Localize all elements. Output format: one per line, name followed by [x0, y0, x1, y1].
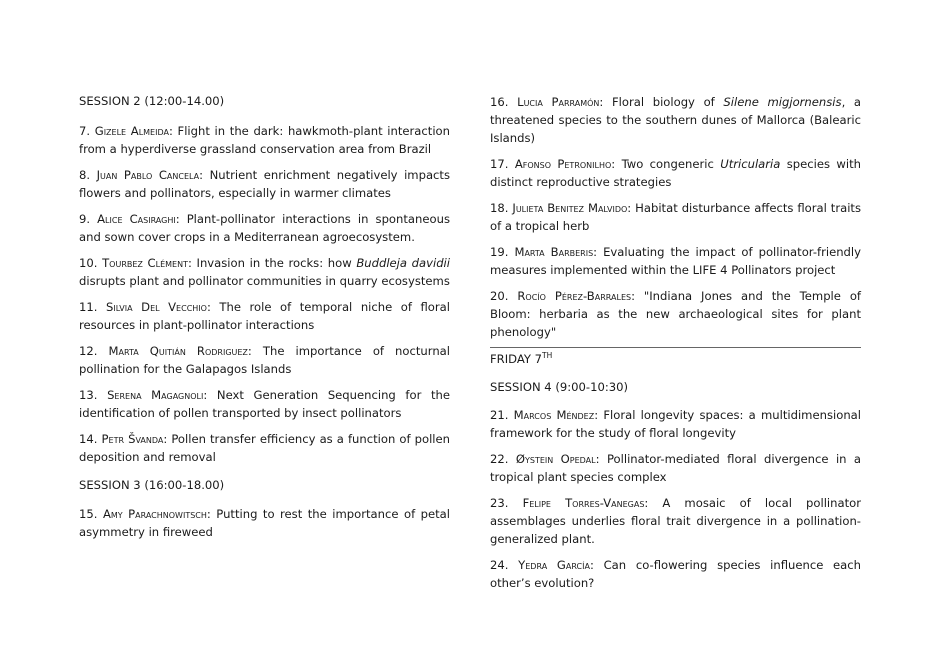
talk-author: Alice Casiraghi — [97, 212, 176, 226]
talk-title-species: Silene migjornensis — [723, 95, 842, 109]
talk-title: disrupts plant and pollinator communities in quarry ecosystems — [79, 274, 450, 288]
talk-author: Juan Pablo Cancela — [96, 168, 200, 182]
talk-author: Yedra García — [518, 558, 590, 572]
talk-author: Petr Švanda — [101, 432, 164, 446]
talk-title: Two congeneric — [621, 157, 721, 171]
talk-title-species: Buddleja davidii — [356, 256, 450, 270]
talk-number: 11. — [79, 300, 98, 314]
left-column — [79, 93, 450, 541]
talk-number: 8. — [79, 168, 91, 182]
talk-author: Felipe Torres-Vanegas — [522, 496, 645, 510]
talk-title: Nutrient enrichment negatively impacts flowers and pollinators, especially in warmer climates — [79, 168, 451, 200]
talk-title: Invasion in the rocks: how — [196, 256, 357, 270]
talk-number: 21. — [490, 408, 509, 422]
talk-title: Evaluating the impact of pollinator-friendly measures implemented within the LIFE 4 Pollinators project — [490, 245, 861, 277]
talk-7: 7. Gizele Almeida: Flight in the dark: hawkmoth-plant interaction from a hyperdiverse grassland conservation area from Brazil — [79, 124, 450, 156]
talk-author: Serena Magagnoli — [107, 388, 204, 402]
session-4-heading: SESSION 4 (9:00-10:30) — [490, 380, 629, 394]
talk-number: 10. — [79, 256, 98, 270]
talk-title: Pollen transfer efficiency as a function of pollen deposition and removal — [79, 432, 451, 464]
talk-title: Floral biology of — [611, 95, 724, 109]
talk-author: Rocío Pérez-Barrales — [517, 289, 632, 303]
talk-number: 20. — [490, 289, 509, 303]
session-2-heading: SESSION 2 (12:00-14.00) — [79, 94, 225, 108]
talk-number: 22. — [490, 452, 509, 466]
talk-title: Plant-pollinator interactions in spontaneous and sown cover crops in a Mediterranean agroecosystem. — [79, 212, 450, 244]
talk-number: 18. — [490, 201, 509, 215]
talk-author: Lucia Parramón — [517, 95, 600, 109]
talk-title: , a threatened species to the southern dunes of Mallorca (Balearic Islands) — [490, 95, 862, 145]
talk-number: 7. — [79, 124, 91, 138]
talk-title: Flight in the dark: hawkmoth-plant interaction from a hyperdiverse grassland conservation area from Brazil — [79, 124, 450, 156]
talk-title: Habitat disturbance affects floral traits of a tropical herb — [490, 201, 862, 233]
talk-author: Julieta Benitez Malvido — [512, 201, 628, 215]
talk-number: 23. — [490, 496, 509, 510]
talk-9: 9. Alice Casiraghi: Plant-pollinator interactions in spontaneous and sown cover crops in a Mediterranean agroecosystem. — [79, 212, 450, 244]
talk-author: Tourbez Clément — [102, 256, 188, 270]
talk-19: 19. Marta Barberis: Evaluating the impact of pollinator-friendly measures implemented within the LIFE 4 Pollinators project — [490, 245, 861, 277]
talk-11: 11. Silvia Del Vecchio: The role of temporal niche of floral resources in plant-pollinator interactions — [79, 300, 450, 332]
talk-author: Amy Parachnowitsch — [102, 507, 207, 521]
talk-10: 10. Tourbez Clément: Invasion in the rocks: how Buddleja davidii disrupts plant and pollinator communities in quarry ecosystems — [79, 256, 450, 288]
talk-17: 17. Afonso Petronilho: Two congeneric Utricularia species with distinct reproductive strategies — [490, 157, 862, 189]
right-column — [490, 93, 861, 592]
section-divider — [490, 347, 861, 348]
session-3-heading: SESSION 3 (16:00-18.00) — [79, 478, 225, 492]
friday-heading — [490, 351, 861, 367]
talk-21: 21. Marcos Méndez: Floral longevity spaces: a multidimensional framework for the study of floral longevity — [490, 408, 861, 440]
talk-13: 13. Serena Magagnoli: Next Generation Sequencing for the identification of pollen transported by insect pollinators — [79, 388, 451, 420]
talk-title-species: Utricularia — [720, 157, 781, 171]
talk-23: 23. Felipe Torres-Vanegas: A mosaic of local pollinator assemblages underlies floral trait divergence in a pollination-generalized plant. — [490, 496, 862, 546]
talk-number: 16. — [490, 95, 509, 109]
talk-24: 24. Yedra García: Can co-flowering species influence each other’s evolution? — [490, 558, 861, 590]
talk-author: Marcos Méndez — [513, 408, 595, 422]
talk-20: 20. Rocío Pérez-Barrales: "Indiana Jones and the Temple of Bloom: herbaria as the new archaeological sites for plant phenology" — [490, 289, 862, 339]
talk-16: 16. Lucia Parramón: Floral biology of Silene migjornensis, a threatened species to the southern dunes of Mallorca (Balearic Islands) — [490, 95, 862, 145]
talk-title: "Indiana Jones and the Temple of Bloom: herbaria as the new archaeological sites for plant phenology" — [490, 289, 862, 339]
talk-14: 14. Petr Švanda: Pollen transfer efficiency as a function of pollen deposition and removal — [79, 432, 451, 464]
friday-label: FRIDAY 7 — [490, 352, 543, 366]
talk-author: Marta Quitián Rodriguez — [108, 344, 248, 358]
talk-author: Silvia Del Vecchio — [106, 300, 207, 314]
talk-number: 17. — [490, 157, 509, 171]
talk-title: Next Generation Sequencing for the identification of pollen transported by insect pollinators — [79, 388, 451, 420]
talk-author: Øystein Opedal — [515, 452, 596, 466]
talk-22: 22. Øystein Opedal: Pollinator-mediated floral divergence in a tropical plant species complex — [490, 452, 862, 484]
talk-title: A mosaic of local pollinator assemblages underlies floral trait divergence in a pollination-generalized plant. — [490, 496, 862, 546]
talk-18: 18. Julieta Benitez Malvido: Habitat disturbance affects floral traits of a tropical herb — [490, 201, 862, 233]
talk-title: The role of temporal niche of floral resources in plant-pollinator interactions — [79, 300, 450, 332]
talk-number: 14. — [79, 432, 98, 446]
talk-number: 15. — [79, 507, 98, 521]
friday-sup: TH — [542, 351, 553, 361]
talk-title: Can co-flowering species influence each other’s evolution? — [490, 558, 861, 590]
talk-title: species with distinct reproductive strategies — [490, 157, 862, 189]
talk-number: 13. — [79, 388, 98, 402]
talk-author: Marta Barberis — [514, 245, 594, 259]
talk-8: 8. Juan Pablo Cancela: Nutrient enrichment negatively impacts flowers and pollinators, especially in warmer climates — [79, 168, 451, 200]
talk-title: Pollinator-mediated floral divergence in a tropical plant species complex — [490, 452, 862, 484]
talk-number: 9. — [79, 212, 91, 226]
talk-author: Afonso Petronilho — [514, 157, 612, 171]
talk-number: 24. — [490, 558, 509, 572]
talk-title: Floral longevity spaces: a multidimensional framework for the study of floral longevity — [490, 408, 861, 440]
talk-author: Gizele Almeida — [94, 124, 169, 138]
talk-number: 12. — [79, 344, 98, 358]
talk-title: The importance of nocturnal pollination for the Galapagos Islands — [79, 344, 451, 376]
talk-15: 15. Amy Parachnowitsch: Putting to rest the importance of petal asymmetry in fireweed — [79, 507, 450, 539]
talk-title: Putting to rest the importance of petal asymmetry in fireweed — [79, 507, 450, 539]
talk-12: 12. Marta Quitián Rodriguez: The importance of nocturnal pollination for the Galapagos Islands — [79, 344, 451, 376]
talk-number: 19. — [490, 245, 509, 259]
